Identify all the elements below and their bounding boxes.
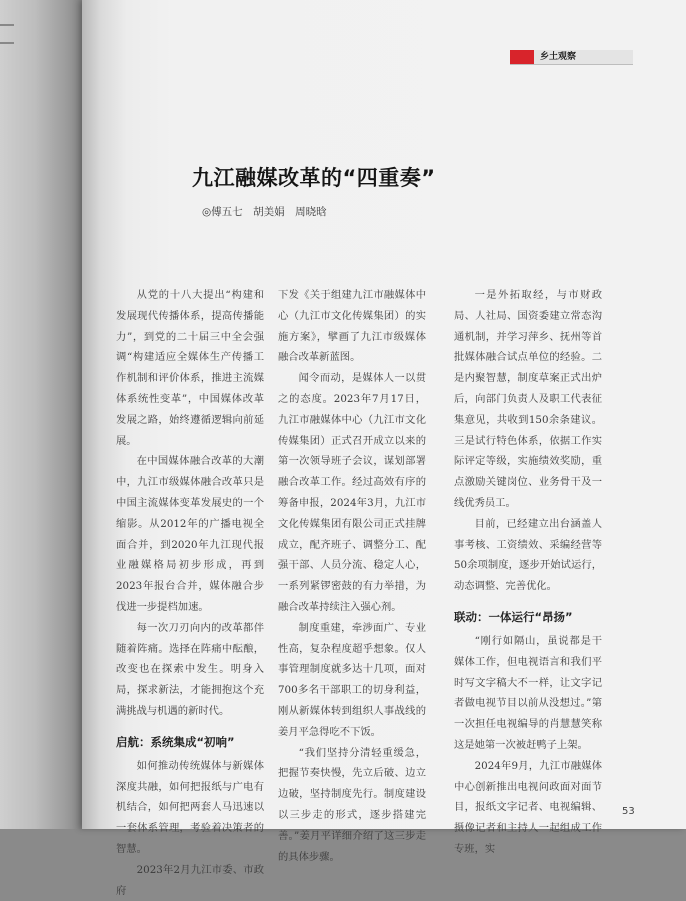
paragraph: 每一次刀刃向内的改革都伴随着阵痛。选择在阵痛中酝酿，改变也在探索中发生。明身入局，探求新法，才能拥抱这个充满挑战与机遇的新时代。	[116, 621, 264, 717]
magazine-page	[82, 0, 686, 897]
subheading-liandong: 联动：一体运行“昂扬”	[454, 609, 573, 624]
gutter-marks	[0, 24, 14, 44]
article-byline: ◎傅五七 胡美娟 周晓晗	[202, 206, 327, 218]
paragraph: 2024年9月，九江市融媒体中心创新推出电视问政面对面节目，报纸文字记者、电视编辑、摄像记者和主持人一起组成工作专班，实	[454, 759, 602, 855]
section-tag	[510, 50, 633, 65]
paragraph: “我们坚持分清轻重缓急，把握节奏快慢，先立后破、边立边破，坚持制度先行。制度建设以三步走的形式，逐步搭建完善。”姜月平详细介绍了这三步走的具体步骤。	[278, 746, 426, 863]
paragraph: 制度重建，牵涉面广、专业性高，复杂程度超乎想象。仅人事管理制度就多达十几项，面对700多名干部职工的切身利益，刚从新媒体转到组织人事战线的姜月平急得吃不下饭。	[278, 621, 426, 738]
paragraph: 下发《关于组建九江市融媒体中心（九江市文化传媒集团）的实施方案》，擘画了九江市级媒体融合改革新蓝图。	[278, 289, 426, 364]
book-gutter	[0, 0, 88, 829]
paragraph: 目前，已经建立出台涵盖人事考核、工资绩效、采编经营等50余项制度，逐步开始试运行，动态调整、完善优化。	[454, 517, 602, 593]
paragraph: 闻令而动，是媒体人一以贯之的态度。2023年7月17日，九江市融媒体中心（九江市文化传媒集团）正式召开成立以来的第一次领导班子会议，谋划部署融合改革工作。经过高效有序的筹备申报，2024年3月，九江市文化传媒集团有限公司正式挂牌成立，配齐班子、调整分工、配强干部、人员分流、稳定人心，一系列紧锣密鼓的有力举措，为融合改革持续注入强心剂。	[278, 372, 426, 613]
paragraph: “刚行如隔山，虽说都是干媒体工作，但电视语言和我们平时写文字稿大不一样，让文字记者做电视节目以前从没想过。”第一次担任电视编导的肖慧慧笑称这是她第一次被赶鸭子上架。	[454, 634, 602, 751]
section-tag-red-bar	[510, 50, 534, 64]
paragraph: 如何推动传统媒体与新媒体深度共融，如何把报纸与广电有机结合，如何把两套人马迅速以一套体系管理，考验着决策者的智慧。	[116, 759, 264, 855]
paragraph: 2023年2月九江市委、市政府	[116, 863, 264, 897]
page-number: 53	[622, 806, 635, 817]
paragraph: 从党的十八大提出“构建和发展现代传播体系，提高传播能力”，到党的二十届三中全会强调“构建适应全媒体生产传播工作机制和评价体系，推进主流媒体系统性变革”，中国媒体改革发展之路，始终遵循逻辑向前延展。	[116, 289, 264, 447]
subheading-qihang: 启航：系统集成“初响”	[116, 734, 235, 749]
section-label: 乡土观察	[540, 52, 577, 62]
column-2	[278, 285, 426, 867]
column-3	[454, 285, 602, 860]
column-1	[116, 285, 264, 901]
paragraph: 一是外拓取经，与市财政局、人社局、国资委建立常态沟通机制，并学习萍乡、抚州等首批媒体融合试点单位的经验。二是内聚智慧，制度草案正式出炉后，向部门负责人及职工代表征集意见，共收到150余条建议。三是试行特色体系，依据工作实际评定等级，实施绩效奖励，重点激励关键岗位、业务骨干及一线优秀员工。	[454, 289, 602, 509]
paragraph: 在中国媒体融合改革的大潮中，九江市级媒体融合改革只是中国主流媒体变革发展史的一个缩影。从2012年的广播电视全面合并，到2020年九江现代报业融媒格局初步形成，再到2023年报台合并，媒体融合步伐进一步提档加速。	[116, 455, 264, 613]
article-title: 九江融媒改革的“四重奏”	[192, 166, 436, 190]
